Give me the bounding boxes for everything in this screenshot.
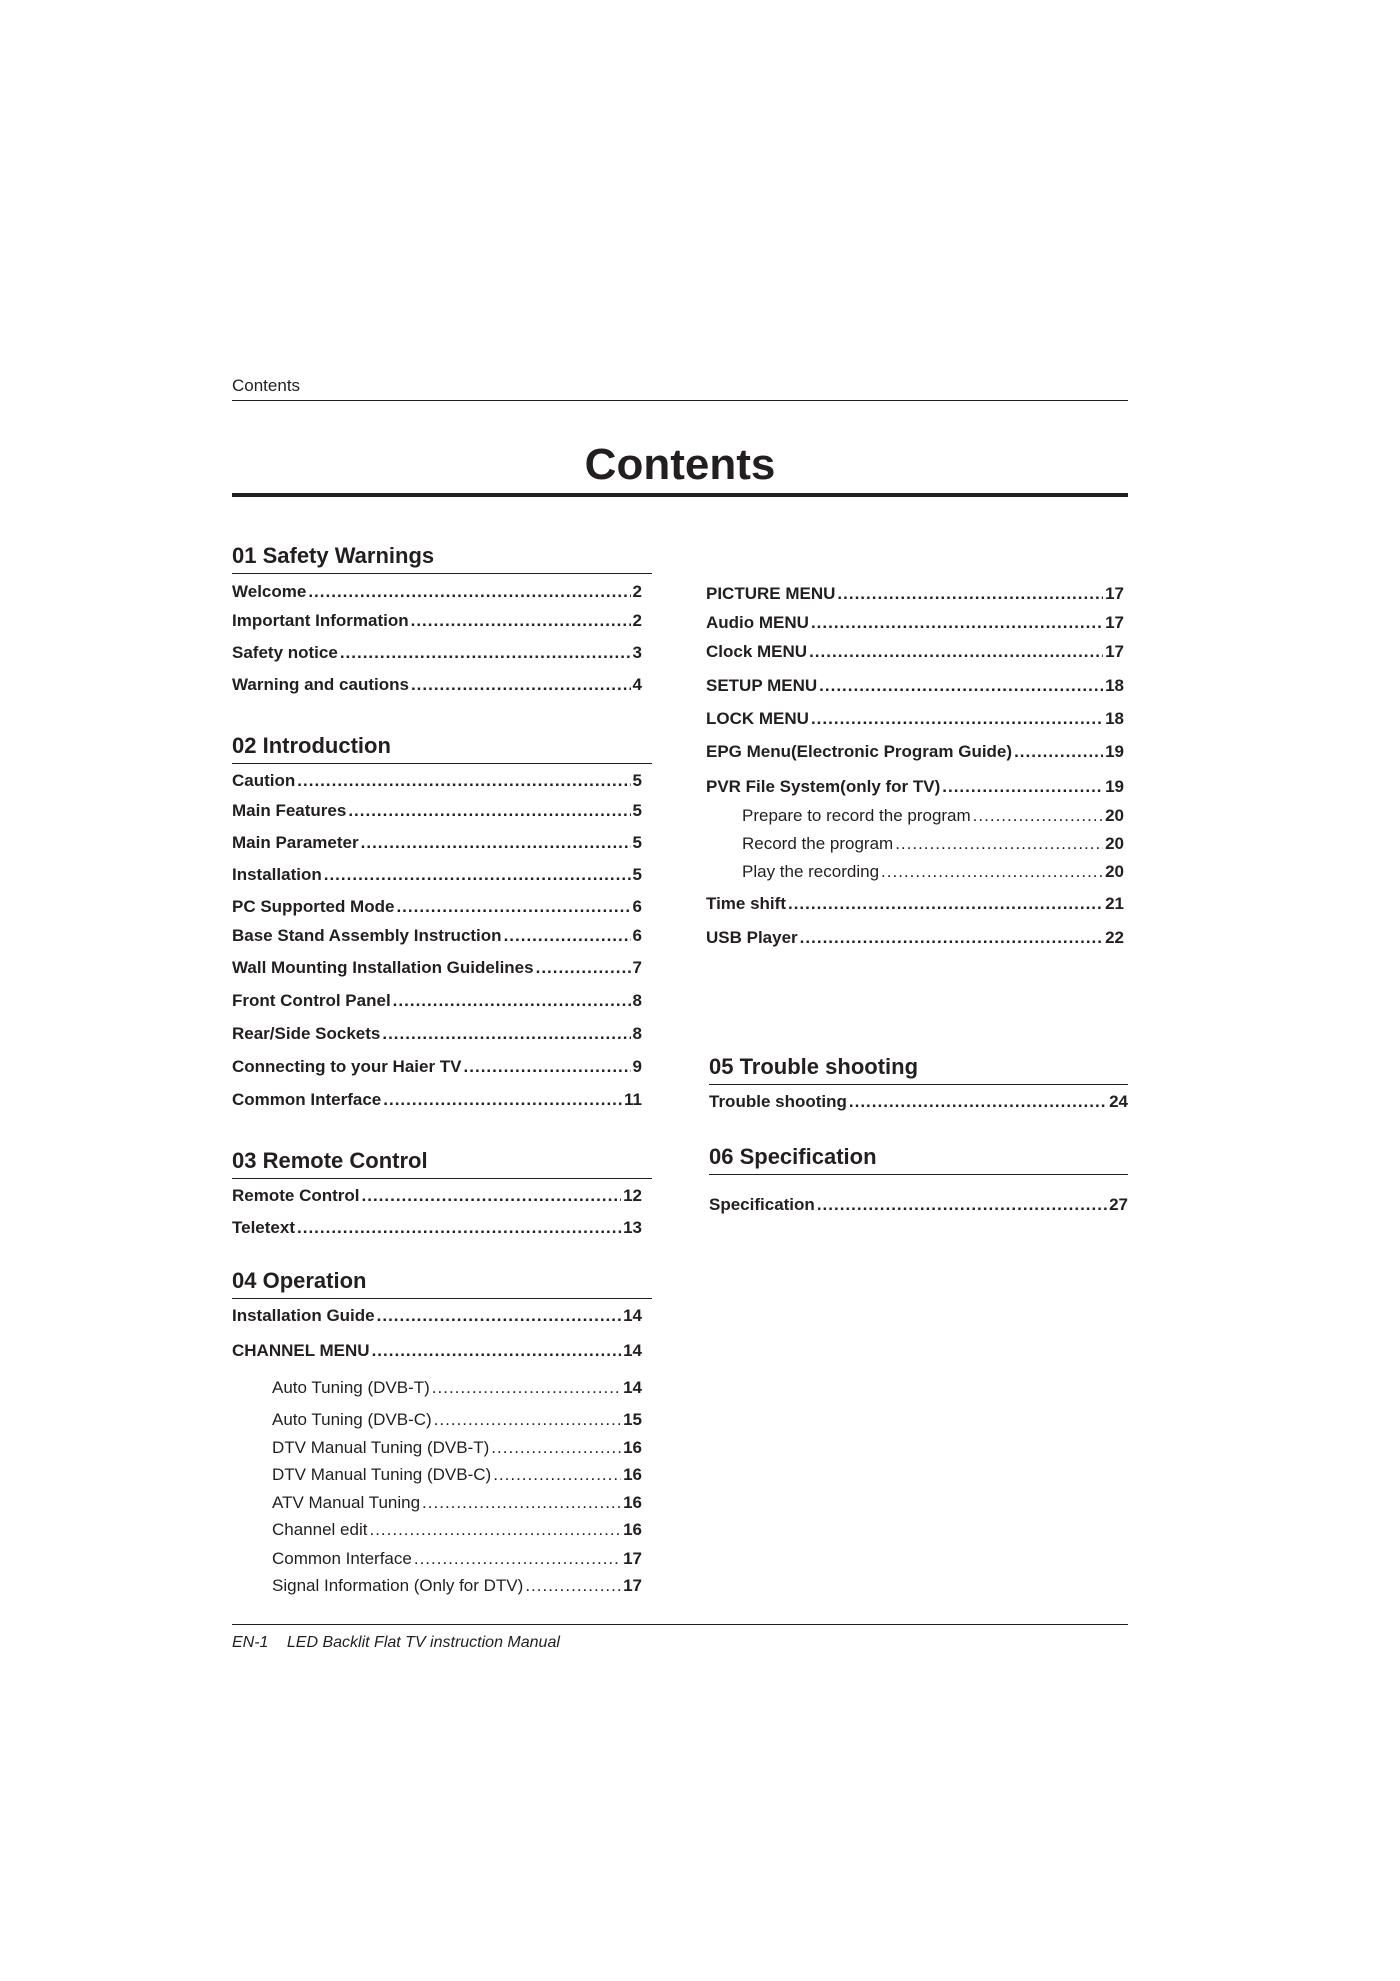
toc-sub-entry[interactable] [272, 1549, 642, 1569]
section-heading: 04 Operation [232, 1268, 652, 1299]
entry-label: USB Player [706, 928, 798, 947]
section-heading: 05 Trouble shooting [709, 1054, 1128, 1085]
entry-page: 5 [632, 865, 642, 884]
leader-dots [432, 1378, 621, 1398]
entry-page: 16 [623, 1493, 642, 1512]
entry-label: Trouble shooting [709, 1092, 847, 1111]
entry-page: 6 [632, 926, 642, 945]
toc-entry[interactable] [706, 584, 1124, 604]
toc-entry[interactable] [232, 771, 642, 791]
entry-label: Signal Information (Only for DTV) [272, 1576, 524, 1595]
toc-entry[interactable] [232, 1306, 642, 1326]
entry-page: 3 [632, 643, 642, 662]
entry-page: 22 [1105, 928, 1124, 947]
leader-dots [362, 1186, 622, 1206]
entry-page: 5 [632, 801, 642, 820]
entry-page: 16 [623, 1438, 642, 1457]
entry-label: DTV Manual Tuning (DVB-C) [272, 1465, 492, 1484]
entry-label: Installation [232, 865, 322, 884]
toc-entry[interactable] [232, 1186, 642, 1206]
section-heading: 01 Safety Warnings [232, 543, 652, 574]
toc-entry[interactable] [232, 801, 642, 821]
leader-dots [372, 1341, 622, 1361]
leader-dots [973, 806, 1103, 826]
entry-label: PC Supported Mode [232, 897, 395, 916]
toc-entry[interactable] [706, 613, 1124, 633]
entry-page: 6 [632, 897, 642, 916]
toc-entry[interactable] [232, 643, 642, 663]
entry-page: 17 [623, 1549, 642, 1568]
toc-entry[interactable] [232, 833, 642, 853]
entry-label: Common Interface [272, 1549, 412, 1568]
entry-label: Record the program [742, 834, 894, 853]
leader-dots [811, 709, 1103, 729]
toc-entry[interactable] [232, 1341, 642, 1361]
section-operation [232, 1268, 652, 1299]
entry-label: Main Features [232, 801, 347, 820]
entry-page: 16 [623, 1465, 642, 1484]
leader-dots [504, 926, 631, 946]
toc-entry[interactable] [232, 897, 642, 917]
entry-label: Play the recording [742, 862, 880, 881]
leader-dots [340, 643, 631, 663]
entry-page: 17 [1105, 584, 1124, 603]
entry-label: Common Interface [232, 1090, 382, 1109]
leader-dots [493, 1465, 621, 1485]
leader-dots [895, 834, 1103, 854]
entry-page: 4 [632, 675, 642, 694]
leader-dots [809, 642, 1103, 662]
entry-page: 7 [632, 958, 642, 977]
section-trouble-shooting [709, 1054, 1128, 1085]
toc-entry[interactable] [232, 958, 642, 978]
entry-label: Wall Mounting Installation Guidelines [232, 958, 534, 977]
entry-label: Connecting to your Haier TV [232, 1057, 462, 1076]
entry-label: ATV Manual Tuning [272, 1493, 421, 1512]
leader-dots [819, 676, 1103, 696]
leader-dots [396, 897, 630, 917]
entry-page: 14 [623, 1378, 642, 1397]
toc-entry[interactable] [706, 742, 1124, 762]
footer-rule [232, 1624, 1128, 1625]
entry-label: LOCK MENU [706, 709, 809, 728]
entry-page: 13 [623, 1218, 642, 1237]
leader-dots [411, 611, 631, 631]
entry-label: CHANNEL MENU [232, 1341, 370, 1360]
entry-label: Important Information [232, 611, 409, 630]
toc-entry[interactable] [232, 582, 642, 602]
footer-manual-title: LED Backlit Flat TV instruction Manual [286, 1634, 560, 1651]
leader-dots [849, 1092, 1107, 1112]
entry-label: Specification [709, 1195, 815, 1214]
leader-dots [491, 1438, 621, 1458]
header-label: Contents [232, 376, 301, 395]
toc-sub-entry[interactable] [272, 1465, 642, 1485]
toc-entry[interactable] [706, 676, 1124, 696]
entry-label: Teletext [232, 1218, 295, 1237]
toc-entry[interactable] [232, 1090, 642, 1110]
toc-sub-entry[interactable] [272, 1520, 642, 1540]
entry-label: EPG Menu(Electronic Program Guide) [706, 742, 1013, 761]
entry-page: 18 [1105, 676, 1124, 695]
leader-dots [464, 1057, 631, 1077]
entry-label: SETUP MENU [706, 676, 818, 695]
entry-label: Front Control Panel [232, 991, 391, 1010]
toc-entry[interactable] [706, 894, 1124, 914]
toc-entry[interactable] [232, 611, 642, 631]
entry-label: DTV Manual Tuning (DVB-T) [272, 1438, 490, 1457]
toc-sub-entry[interactable] [742, 862, 1124, 882]
entry-page: 19 [1105, 777, 1124, 796]
section-heading: 06 Specification [709, 1144, 1128, 1175]
leader-dots [811, 613, 1103, 633]
section-heading: 03 Remote Control [232, 1148, 652, 1179]
leader-dots [800, 928, 1103, 948]
entry-page: 12 [623, 1186, 642, 1205]
entry-page: 16 [623, 1520, 642, 1539]
entry-label: Clock MENU [706, 642, 808, 661]
footer-page-code: EN-1 [232, 1634, 269, 1651]
leader-dots [837, 584, 1103, 604]
entry-label: Channel edit [272, 1520, 368, 1539]
toc-sub-entry[interactable] [742, 806, 1124, 826]
entry-label: Prepare to record the program [742, 806, 971, 825]
toc-sub-entry[interactable] [272, 1576, 642, 1596]
entry-label: Base Stand Assembly Instruction [232, 926, 502, 945]
right-column [706, 0, 1126, 1600]
entry-label: Welcome [232, 582, 307, 601]
toc-entry[interactable] [232, 926, 642, 946]
toc-sub-entry[interactable] [272, 1438, 642, 1458]
entry-label: Auto Tuning (DVB-C) [272, 1410, 432, 1429]
entry-page: 27 [1109, 1195, 1128, 1214]
entry-page: 21 [1105, 894, 1124, 913]
leader-dots [382, 1024, 630, 1044]
section-heading: 02 Introduction [232, 733, 652, 764]
entry-page: 17 [623, 1576, 642, 1595]
toc-sub-entry[interactable] [742, 834, 1124, 854]
toc-sub-entry[interactable] [272, 1378, 642, 1398]
toc-entry[interactable] [706, 642, 1124, 662]
toc-sub-entry[interactable] [272, 1410, 642, 1430]
entry-label: Main Parameter [232, 833, 359, 852]
toc-entry[interactable] [232, 675, 642, 695]
section-introduction [232, 733, 652, 764]
toc-entry[interactable] [232, 1024, 642, 1044]
toc-entry[interactable] [709, 1195, 1128, 1215]
entry-page: 5 [632, 771, 642, 790]
entry-label: Time shift [706, 894, 786, 913]
entry-page: 24 [1109, 1092, 1128, 1111]
leader-dots [536, 958, 631, 978]
entry-page: 14 [623, 1341, 642, 1360]
toc-entry[interactable] [709, 1092, 1128, 1112]
leader-dots [414, 1549, 621, 1569]
leader-dots [393, 991, 631, 1011]
entry-label: Installation Guide [232, 1306, 375, 1325]
entry-label: Rear/Side Sockets [232, 1024, 381, 1043]
entry-page: 9 [632, 1057, 642, 1076]
entry-page: 20 [1105, 862, 1124, 881]
entry-label: Caution [232, 771, 296, 790]
entry-label: Warning and cautions [232, 675, 409, 694]
toc-entry[interactable] [232, 1057, 642, 1077]
page-title: Contents [584, 440, 776, 489]
entry-page: 2 [632, 582, 642, 601]
leader-dots [1014, 742, 1103, 762]
entry-label: Audio MENU [706, 613, 809, 632]
left-column [232, 0, 652, 1600]
entry-label: Remote Control [232, 1186, 360, 1205]
leader-dots [348, 801, 630, 821]
leader-dots [942, 777, 1103, 797]
entry-page: 8 [632, 1024, 642, 1043]
section-remote-control [232, 1148, 652, 1179]
entry-page: 20 [1105, 806, 1124, 825]
leader-dots [881, 862, 1103, 882]
leader-dots [361, 833, 631, 853]
entry-page: 2 [632, 611, 642, 630]
toc-entry[interactable] [706, 777, 1124, 797]
entry-page: 17 [1105, 642, 1124, 661]
entry-page: 11 [624, 1090, 642, 1109]
entry-page: 20 [1105, 834, 1124, 853]
entry-page: 5 [632, 833, 642, 852]
leader-dots [411, 675, 631, 695]
toc-entry[interactable] [232, 1218, 642, 1238]
leader-dots [383, 1090, 622, 1110]
leader-dots [434, 1410, 621, 1430]
leader-dots [308, 582, 630, 602]
entry-page: 17 [1105, 613, 1124, 632]
leader-dots [369, 1520, 621, 1540]
section-specification [709, 1144, 1128, 1175]
leader-dots [788, 894, 1103, 914]
entry-label: Auto Tuning (DVB-T) [272, 1378, 430, 1397]
entry-label: Safety notice [232, 643, 338, 662]
leader-dots [297, 771, 630, 791]
entry-page: 19 [1105, 742, 1124, 761]
toc-entry[interactable] [232, 865, 642, 885]
leader-dots [297, 1218, 621, 1238]
leader-dots [324, 865, 631, 885]
entry-page: 14 [623, 1306, 642, 1325]
leader-dots [817, 1195, 1107, 1215]
toc-entry[interactable] [706, 709, 1124, 729]
entry-page: 8 [632, 991, 642, 1010]
toc-entry[interactable] [706, 928, 1124, 948]
leader-dots [525, 1576, 621, 1596]
entry-page: 18 [1105, 709, 1124, 728]
toc-entry[interactable] [232, 991, 642, 1011]
entry-label: PVR File System(only for TV) [706, 777, 941, 796]
toc-sub-entry[interactable] [272, 1493, 642, 1513]
entry-page: 15 [623, 1410, 642, 1429]
entry-label: PICTURE MENU [706, 584, 836, 603]
footer [232, 1634, 560, 1652]
leader-dots [422, 1493, 621, 1513]
leader-dots [377, 1306, 621, 1326]
section-safety-warnings [232, 543, 652, 574]
